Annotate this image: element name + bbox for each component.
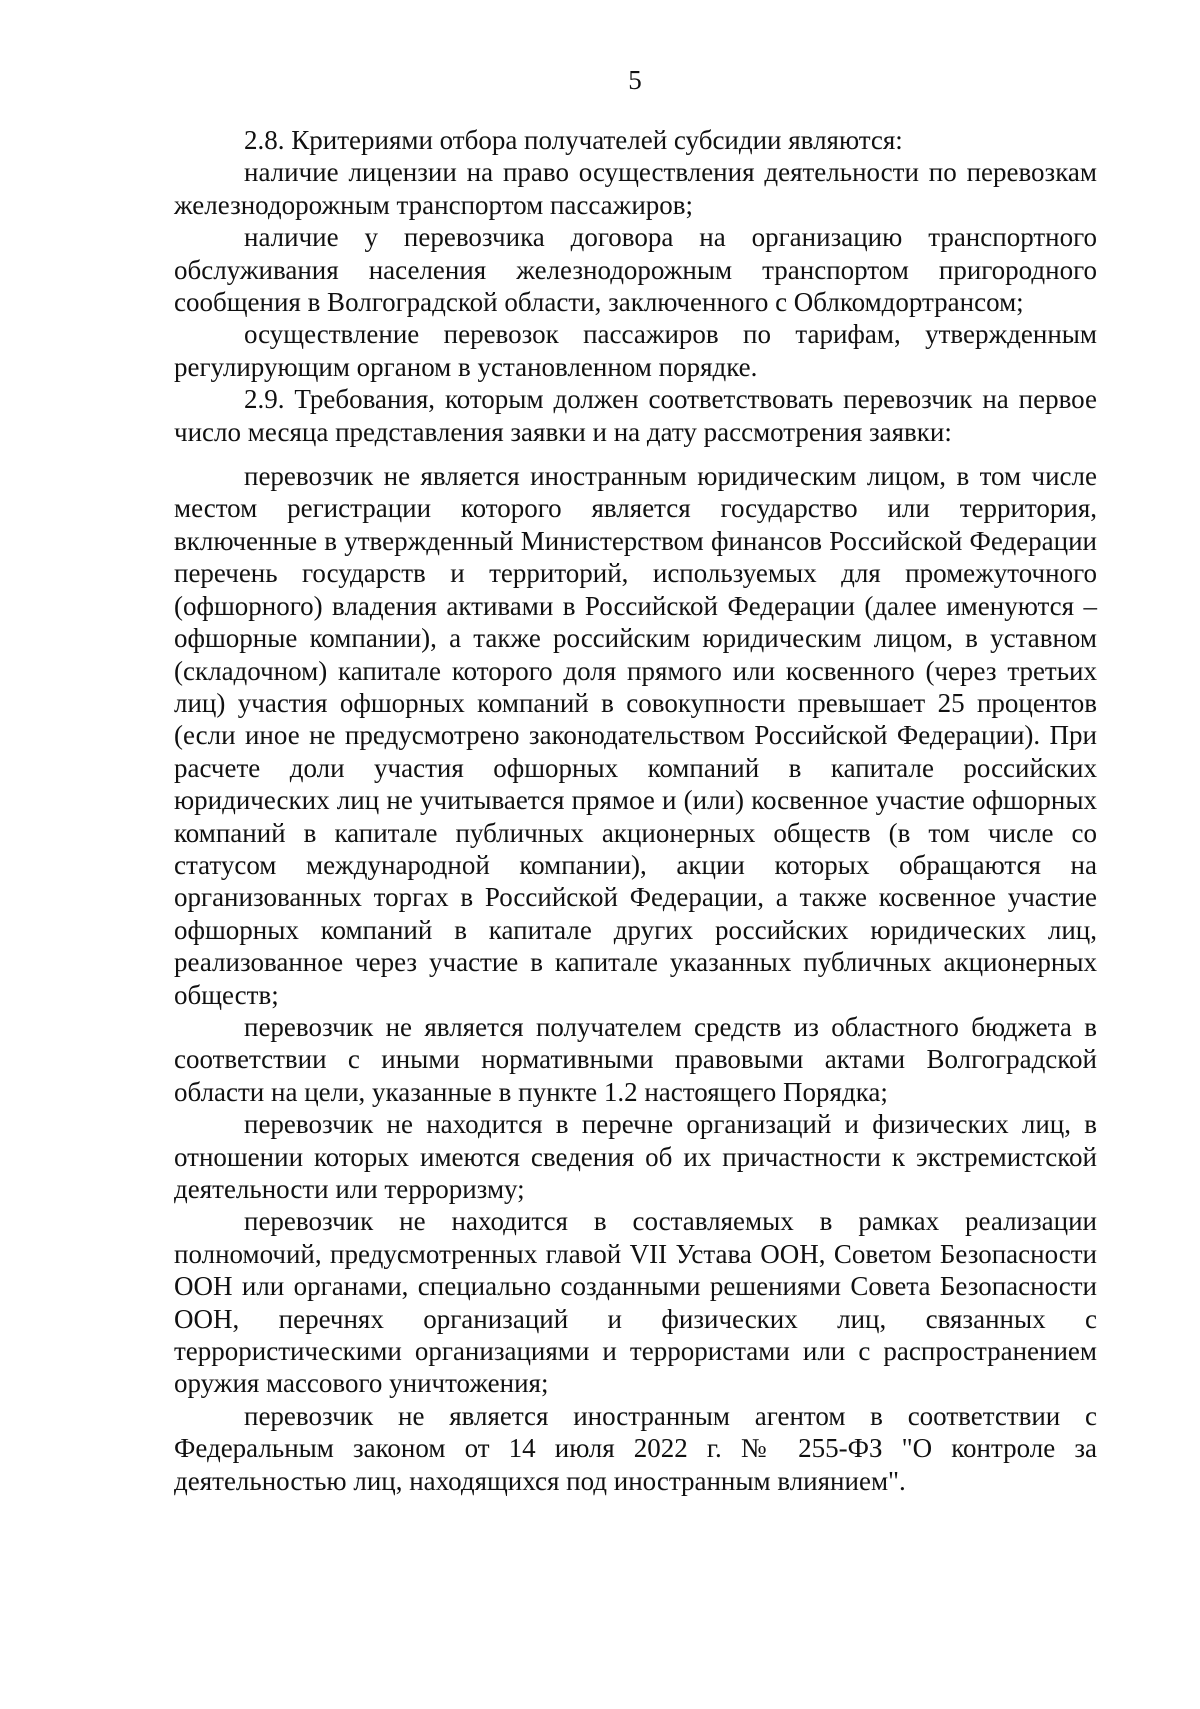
- paragraph-offshore: перевозчик не является иностранным юридическим лицом, в том числе местом регистрации которого является государство или территория, включенные в утвержденный Министерством финансов Российской Федерации перечень государств и территорий, используемых для промежуточного (офшорного) владения активами в Российской Федерации (далее именуются – офшорные компании), а также российским юридическим лицом, в уставном (складочном) капитале которого доля прямого или косвенного (через третьих лиц) участия офшорных компаний в совокупности превышает 25 процентов (если иное не предусмотрено законодательством Российской Федерации). При расчете доли участия офшорных компаний в капитале российских юридических лиц не учитывается прямое и (или) косвенное участие офшорных компаний в капитале публичных акционерных обществ (в том числе со статусом международной компании), акции которых обращаются на организованных торгах в Российской Федерации, а также косвенное участие офшорных компаний в капитале других российских юридических лиц, реализованное через участие в капитале указанных публичных акционерных обществ;: [174, 461, 1097, 1010]
- paragraph-license: наличие лицензии на право осуществления деятельности по перевозкам железнодорожным транспортом пассажиров;: [174, 157, 1097, 220]
- paragraph-budget: перевозчик не является получателем средств из областного бюджета в соответствии с иными нормативными правовыми актами Волгоградской области на цели, указанные в пункте 1.2 настоящего Порядка;: [174, 1011, 1097, 1107]
- paragraph-extremism: перевозчик не находится в перечне организаций и физических лиц, в отношении которых имеются сведения об их причастности к экстремистской деятельности или терроризму;: [174, 1109, 1097, 1204]
- page-number: 5: [628, 65, 642, 95]
- document-body: [174, 124, 1097, 1497]
- paragraph-2-8-criteria: 2.8. Критериями отбора получателей субсидии являются:: [244, 125, 903, 155]
- paragraph-2-9-requirements: 2.9. Требования, которым должен соответствовать перевозчик на первое число месяца представления заявки и на дату рассмотрения заявки:: [174, 384, 1097, 447]
- paragraph-foreign-agent: перевозчик не является иностранным агентом в соответствии с Федеральным законом от 14 июля 2022 г. № 255-ФЗ "О контроле за деятельностью лиц, находящихся под иностранным влиянием".: [174, 1400, 1097, 1496]
- paragraph-un-sanctions: перевозчик не находится в составляемых в рамках реализации полномочий, предусмотренных главой VII Устава ООН, Советом Безопасности ООН или органами, специально созданными решениями Совета Безопасности ООН, перечнях организаций и физических лиц, связанных с террористическими организациями и террористами или с распространением оружия массового уничтожения;: [174, 1206, 1097, 1399]
- paragraph-tariffs: осуществление перевозок пассажиров по тарифам, утвержденным регулирующим органом в установленном порядке.: [174, 319, 1097, 382]
- paragraph-contract: наличие у перевозчика договора на организацию транспортного обслуживания населения железнодорожным транспортом пригородного сообщения в Волгоградской области, заключенного с Облкомдортрансом;: [174, 222, 1097, 318]
